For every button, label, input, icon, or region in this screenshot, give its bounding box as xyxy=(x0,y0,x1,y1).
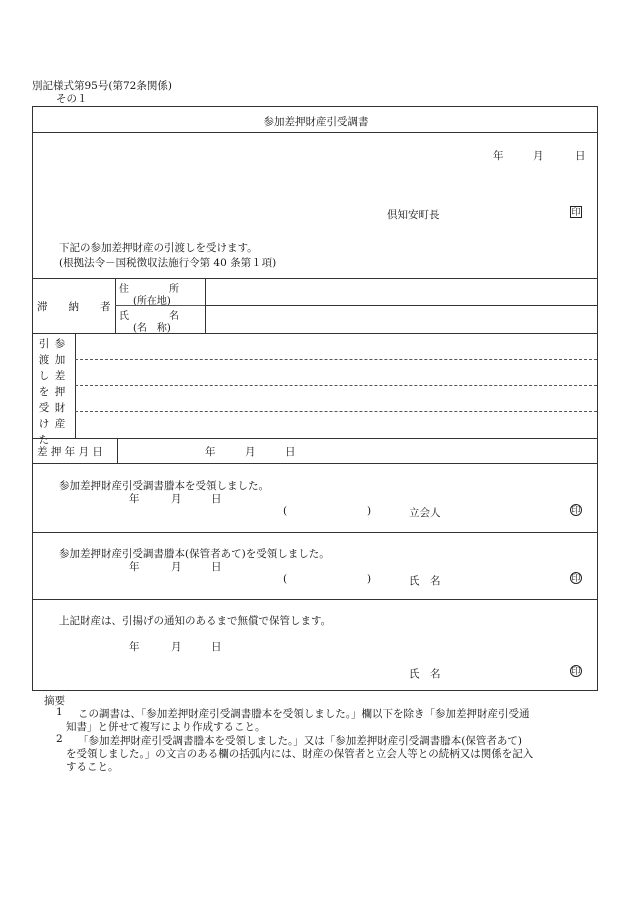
form-number: 別記様式第95号(第72条関係) xyxy=(32,80,172,92)
divider xyxy=(33,463,597,464)
note-2-number: 2 xyxy=(56,733,63,745)
seizure-date-label: 差 押 年 月 日 xyxy=(37,446,103,458)
custody-month: 月 xyxy=(171,641,182,653)
receipt1-text: 参加差押財産引受調書謄本を受領しました。 xyxy=(59,480,269,492)
date-year: 年 xyxy=(493,150,504,162)
receipt2-role: 氏 名 xyxy=(409,575,441,587)
custody-seal: 印 xyxy=(571,667,581,677)
divider xyxy=(33,278,597,279)
divider xyxy=(33,132,597,133)
divider xyxy=(33,532,597,533)
property-label-col-2: 参加差押財産 xyxy=(54,338,66,430)
divider xyxy=(117,438,118,463)
divider xyxy=(33,599,597,600)
name-field[interactable] xyxy=(207,307,595,331)
custody-day: 日 xyxy=(211,641,222,653)
name-label: 氏 名 xyxy=(119,311,179,322)
seizure-month: 月 xyxy=(245,446,256,458)
divider xyxy=(205,305,597,306)
divider xyxy=(33,333,597,334)
name-sublabel: (名 称) xyxy=(133,323,171,334)
receipt2-text: 参加差押財産引受調書謄本(保管者あて)を受領しました。 xyxy=(59,548,330,560)
receipt1-paren-open: ( xyxy=(283,505,288,517)
seizure-day: 日 xyxy=(285,446,296,458)
address-sublabel: (所在地) xyxy=(133,296,171,307)
form-sub-number: その１ xyxy=(56,93,88,105)
form-title: 参加差押財産引受調書 xyxy=(263,116,369,128)
property-label-col-1: 引渡しを受けた xyxy=(38,338,50,446)
custody-text: 上記財産は、引揚げの通知のあるまで無償で保管します。 xyxy=(59,615,332,627)
address-label: 住 所 xyxy=(119,284,179,295)
intro-line-2: (根拠法令－国税徴収法施行令第 40 条第１項) xyxy=(59,257,277,269)
property-field[interactable] xyxy=(77,335,595,435)
note-2-line-3: すること。 xyxy=(66,761,119,773)
note-1-line-2: 知書」と併せて複写により作成すること。 xyxy=(66,721,266,733)
date-day: 日 xyxy=(575,150,586,162)
receipt1-role: 立会人 xyxy=(409,507,441,519)
receipt2-paren-open: ( xyxy=(283,573,288,585)
note-1-line-1: この調書は、「参加差押財産引受調書謄本を受領しました。」欄以下を除き「参加差押財産引受通 xyxy=(78,708,530,720)
note-2-line-2: を受領しました。」の文言のある欄の括弧内には、財産の保管者と立会人等との続柄又は関係を記入 xyxy=(66,748,534,760)
seizure-year: 年 xyxy=(205,446,216,458)
custody-role: 氏 名 xyxy=(409,668,441,680)
receipt2-day: 日 xyxy=(211,561,222,573)
receipt2-seal: 印 xyxy=(571,574,581,584)
receipt1-year: 年 xyxy=(129,493,140,505)
note-1-number: 1 xyxy=(56,706,63,718)
receipt2-paren-close: ) xyxy=(367,573,372,585)
notes-heading: 摘要 xyxy=(44,695,65,707)
receipt1-day: 日 xyxy=(211,493,222,505)
receipt1-seal: 印 xyxy=(571,506,581,516)
issuer-name: 倶知安町長 xyxy=(387,209,440,221)
address-field[interactable] xyxy=(207,280,595,303)
intro-line-1: 下記の参加差押財産の引渡しを受けます。 xyxy=(59,242,258,254)
receipt2-month: 月 xyxy=(171,561,182,573)
taxpayer-label: 滞 納 者 xyxy=(37,301,111,313)
custody-year: 年 xyxy=(129,641,140,653)
note-2-line-1: 「参加差押財産引受調書謄本を受領しました。」又は「参加差押財産引受調書謄本(保管者あて) xyxy=(78,735,522,747)
receipt2-year: 年 xyxy=(129,561,140,573)
form-table xyxy=(32,106,598,691)
receipt1-paren-close: ) xyxy=(367,505,372,517)
issuer-seal: 印 xyxy=(571,208,581,218)
receipt1-month: 月 xyxy=(171,493,182,505)
date-month: 月 xyxy=(533,150,544,162)
